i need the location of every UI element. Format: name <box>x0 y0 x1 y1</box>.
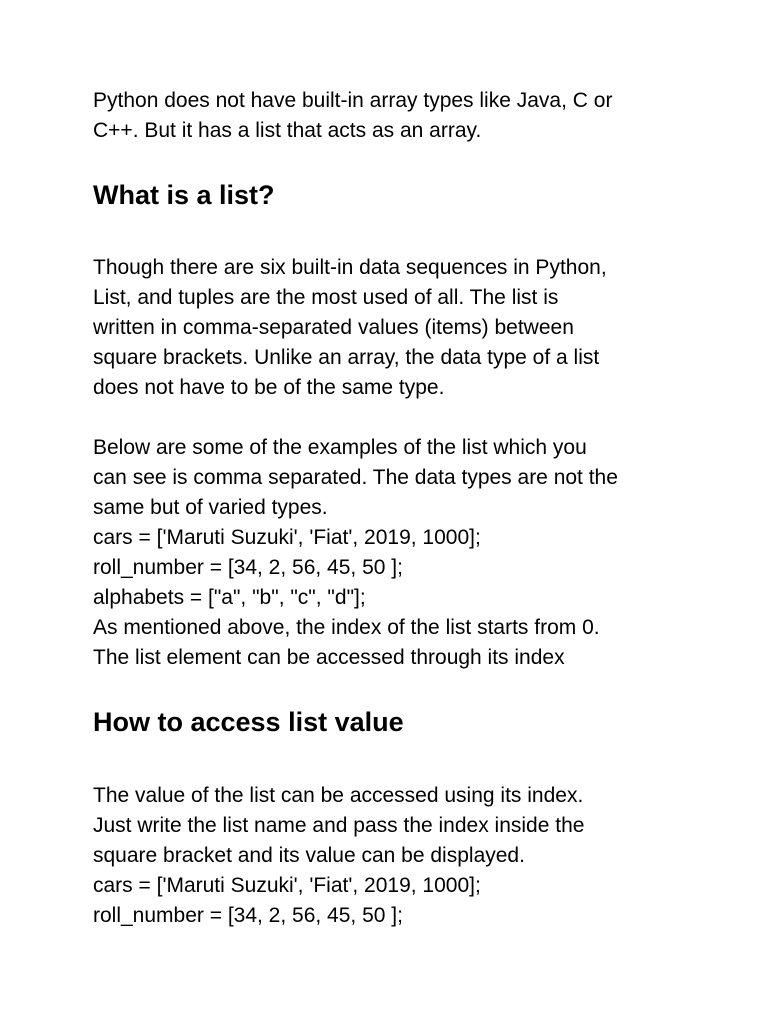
text-line: Just write the list name and pass the index inside the <box>93 814 585 837</box>
text-line: square brackets. Unlike an array, the data type of a list <box>93 346 600 369</box>
text-line: Below are some of the examples of the list which you <box>93 436 587 459</box>
text-line: can see is comma separated. The data types are not the <box>93 466 618 489</box>
list-definition-paragraph <box>93 253 693 403</box>
text-line: As mentioned above, the index of the list starts from 0. <box>93 616 600 639</box>
intro-paragraph <box>93 86 693 146</box>
code-line: alphabets = ["a", "b", "c", "d"]; <box>93 586 366 609</box>
text-line: square bracket and its value can be displayed. <box>93 844 525 867</box>
code-line: cars = ['Maruti Suzuki', 'Fiat', 2019, 1000]; <box>93 526 481 549</box>
list-examples-paragraph <box>93 433 693 673</box>
text-line: same but of varied types. <box>93 496 328 519</box>
access-value-paragraph <box>93 781 693 931</box>
code-line: roll_number = [34, 2, 56, 45, 50 ]; <box>93 904 403 927</box>
text-line: The list element can be accessed through its index <box>93 646 565 669</box>
text-line: The value of the list can be accessed using its index. <box>93 784 584 807</box>
text-line: does not have to be of the same type. <box>93 376 445 399</box>
text-line: Python does not have built-in array types like Java, C or <box>93 89 613 112</box>
text-line: Though there are six built-in data sequences in Python, <box>93 256 607 279</box>
section-heading-what-is-a-list: What is a list? <box>93 180 275 210</box>
code-line: roll_number = [34, 2, 56, 45, 50 ]; <box>93 556 403 579</box>
section-heading-access-list-value: How to access list value <box>93 707 404 737</box>
text-line: written in comma-separated values (items) between <box>93 316 574 339</box>
code-line: cars = ['Maruti Suzuki', 'Fiat', 2019, 1000]; <box>93 874 481 897</box>
text-line: List, and tuples are the most used of all. The list is <box>93 286 559 309</box>
text-line: C++. But it has a list that acts as an array. <box>93 119 482 142</box>
